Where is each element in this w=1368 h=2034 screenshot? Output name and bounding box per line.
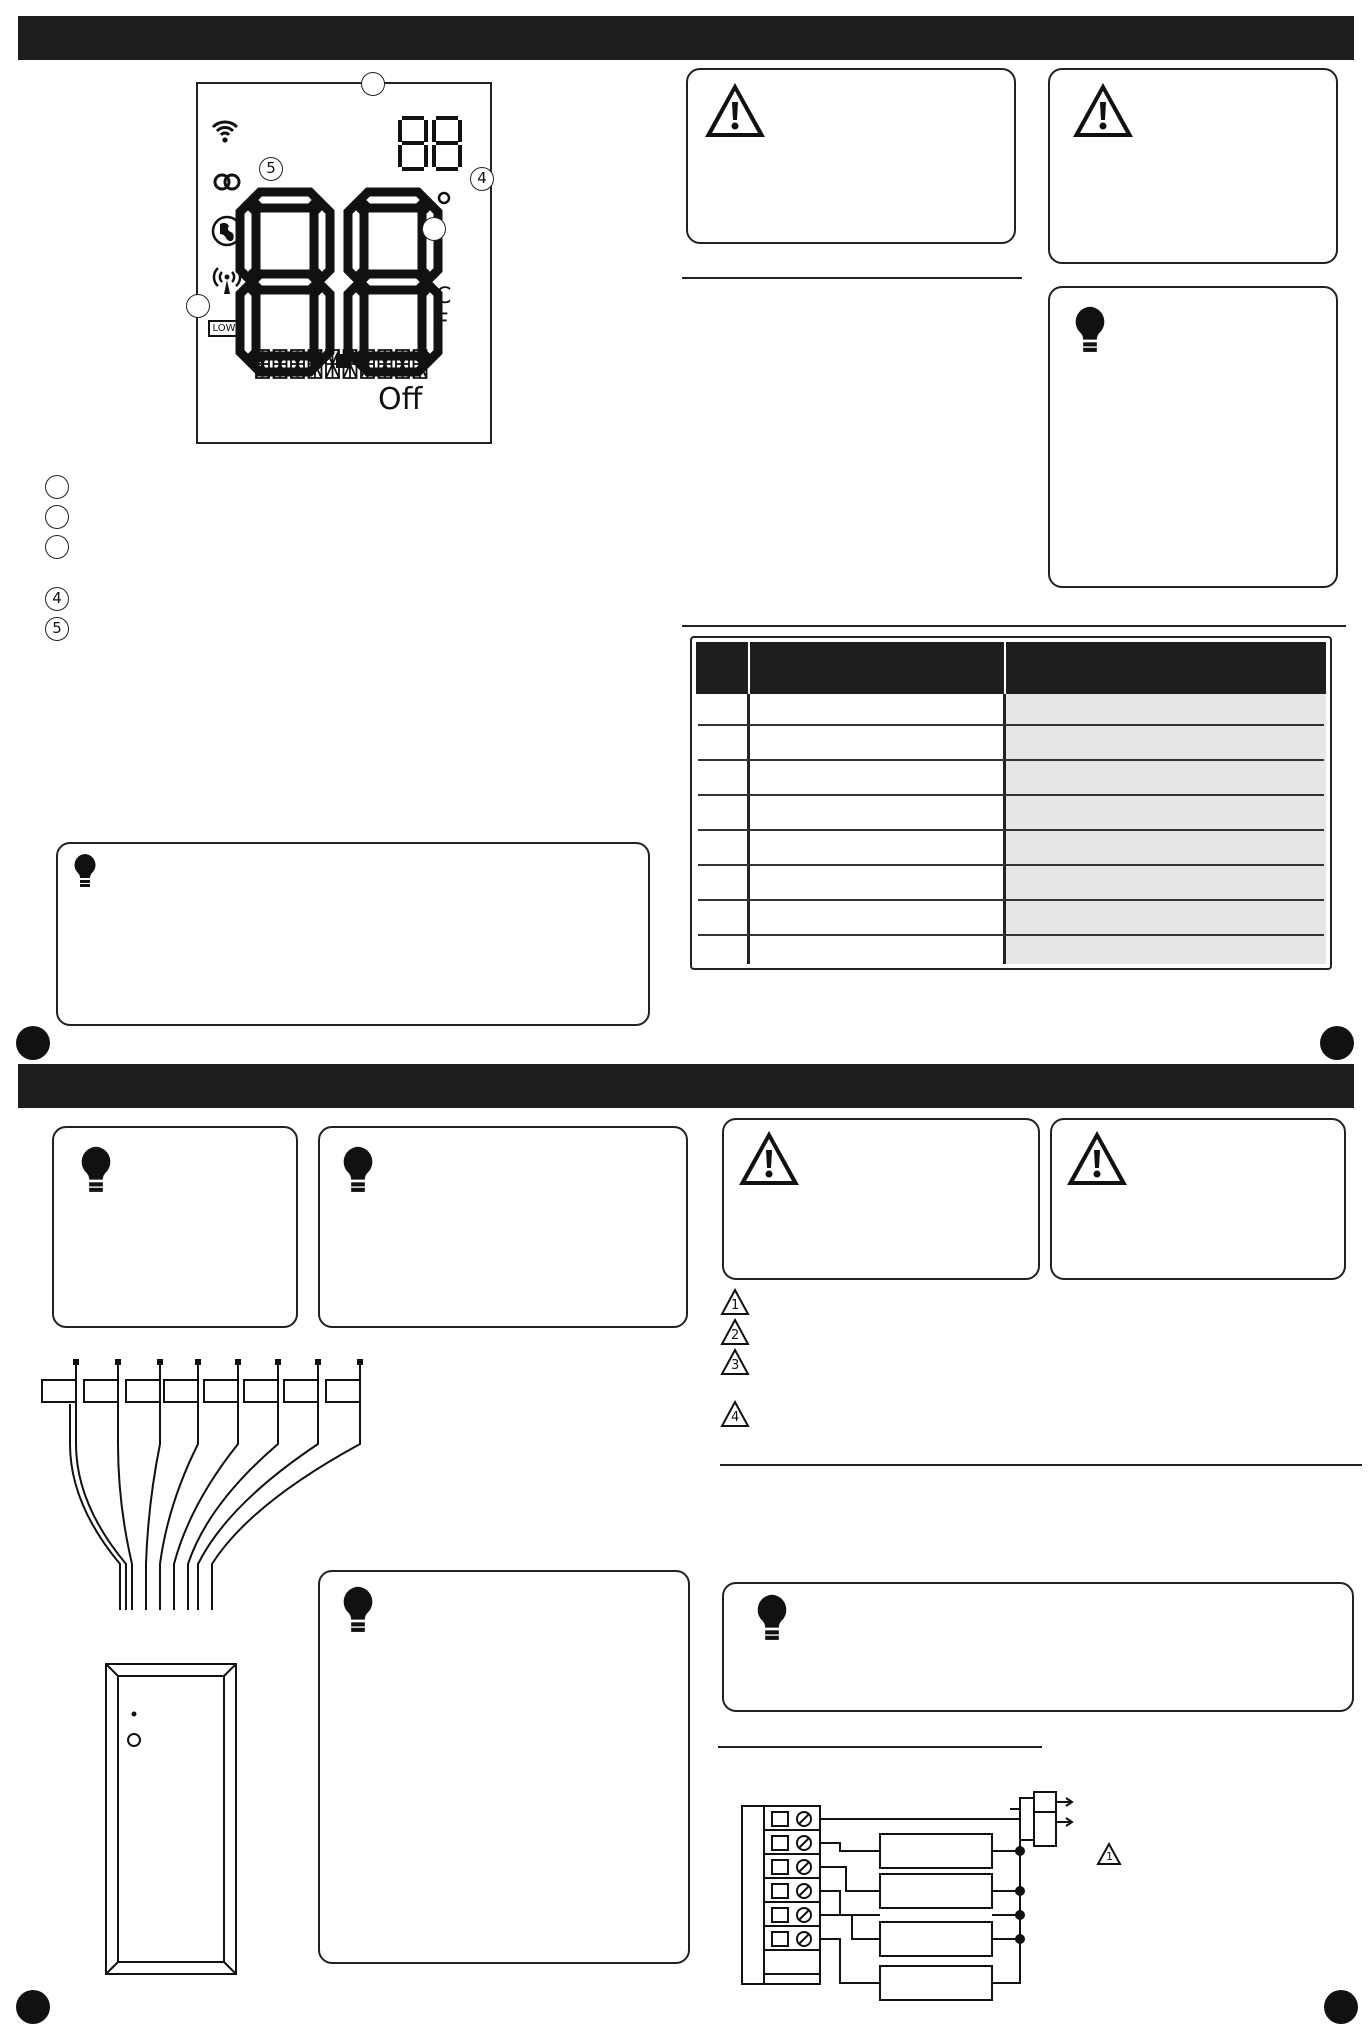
legend-marker-2 xyxy=(45,505,69,529)
callout-4: 4 xyxy=(470,167,494,191)
step-marker-4 xyxy=(720,1400,750,1428)
battery-icon xyxy=(208,320,240,337)
lcd-char-segment xyxy=(274,350,287,378)
legend-marker-4: 4 xyxy=(45,587,69,611)
lcd-char-segment xyxy=(379,350,392,378)
step-marker-2 xyxy=(720,1318,750,1346)
warning-icon xyxy=(1070,80,1136,140)
tip-box xyxy=(56,842,650,1026)
tip-box xyxy=(318,1126,688,1328)
lcd-display xyxy=(196,82,492,444)
table-row xyxy=(698,759,1324,761)
globe-icon xyxy=(210,214,244,248)
warning-icon xyxy=(1064,1128,1130,1188)
callout-5: 5 xyxy=(259,157,283,181)
step-marker-label: 2 xyxy=(731,1328,740,1343)
page-marker-dot xyxy=(16,1990,50,2024)
lightbulb-icon xyxy=(1072,304,1108,356)
table-row xyxy=(698,724,1324,726)
page-marker-dot xyxy=(1324,1990,1358,2024)
low-battery-label: LOW xyxy=(212,323,236,334)
divider xyxy=(682,625,1346,627)
warning-box-4 xyxy=(1050,1118,1346,1280)
lightbulb-icon xyxy=(340,1584,376,1636)
table-header xyxy=(696,642,1326,694)
tip-box xyxy=(318,1570,690,1964)
legend-marker-1 xyxy=(45,475,69,499)
callout-1 xyxy=(361,72,385,96)
terminal-wiring-diagram xyxy=(738,1772,1158,2022)
lcd-char-segment xyxy=(256,350,269,378)
tip-box xyxy=(722,1582,1354,1712)
warning-box-3 xyxy=(722,1118,1040,1280)
mode-text: Off xyxy=(378,382,423,417)
wifi-icon xyxy=(210,118,240,144)
page-marker-dot xyxy=(16,1026,50,1060)
lightbulb-icon xyxy=(754,1592,790,1644)
lcd-char-segment xyxy=(344,350,357,378)
lcd-char-segment xyxy=(291,350,304,378)
diagram-marker-label: 1 xyxy=(1106,1850,1113,1863)
legend-marker-3 xyxy=(45,535,69,559)
table-row xyxy=(698,864,1324,866)
callout-3 xyxy=(186,294,210,318)
warning-box-1 xyxy=(686,68,1016,244)
table-row xyxy=(698,829,1324,831)
unit-c: C xyxy=(436,284,452,309)
lcd-char-segment xyxy=(396,350,409,378)
lcd-segments xyxy=(198,84,490,442)
lcd-char-segment xyxy=(414,350,427,378)
unit-f: F xyxy=(436,310,449,335)
antenna-icon xyxy=(210,264,244,296)
step-marker-1 xyxy=(720,1288,750,1316)
page-marker-dot xyxy=(1320,1026,1354,1060)
tip-box xyxy=(52,1126,298,1328)
section-header-bar-top xyxy=(18,16,1354,60)
table-row xyxy=(698,934,1324,936)
lcd-char-segment xyxy=(309,350,322,378)
divider xyxy=(718,1746,1042,1748)
table-header-divider xyxy=(748,642,750,694)
lightbulb-icon xyxy=(72,852,98,890)
lightbulb-icon xyxy=(78,1144,114,1196)
link-icon xyxy=(210,172,244,192)
callout-2 xyxy=(422,217,446,241)
battery-tip xyxy=(239,324,243,333)
lcd-char-segment xyxy=(361,350,374,378)
data-table xyxy=(690,636,1332,970)
warning-icon xyxy=(702,80,768,140)
table-row xyxy=(698,794,1324,796)
lightbulb-icon xyxy=(340,1144,376,1196)
table-row xyxy=(698,899,1324,901)
step-marker-3 xyxy=(720,1348,750,1376)
step-marker-label: 3 xyxy=(731,1358,740,1373)
tip-box xyxy=(1048,286,1338,588)
step-marker-label: 4 xyxy=(731,1410,740,1425)
step-marker-label: 1 xyxy=(731,1298,740,1313)
warning-box-2 xyxy=(1048,68,1338,264)
legend-marker-5: 5 xyxy=(45,617,69,641)
lcd-char-segment xyxy=(326,350,339,378)
divider xyxy=(720,1464,1362,1466)
table-header-divider xyxy=(1004,642,1006,694)
warning-icon xyxy=(736,1128,802,1188)
divider xyxy=(682,277,1022,279)
section-header-bar-bottom xyxy=(18,1064,1354,1108)
